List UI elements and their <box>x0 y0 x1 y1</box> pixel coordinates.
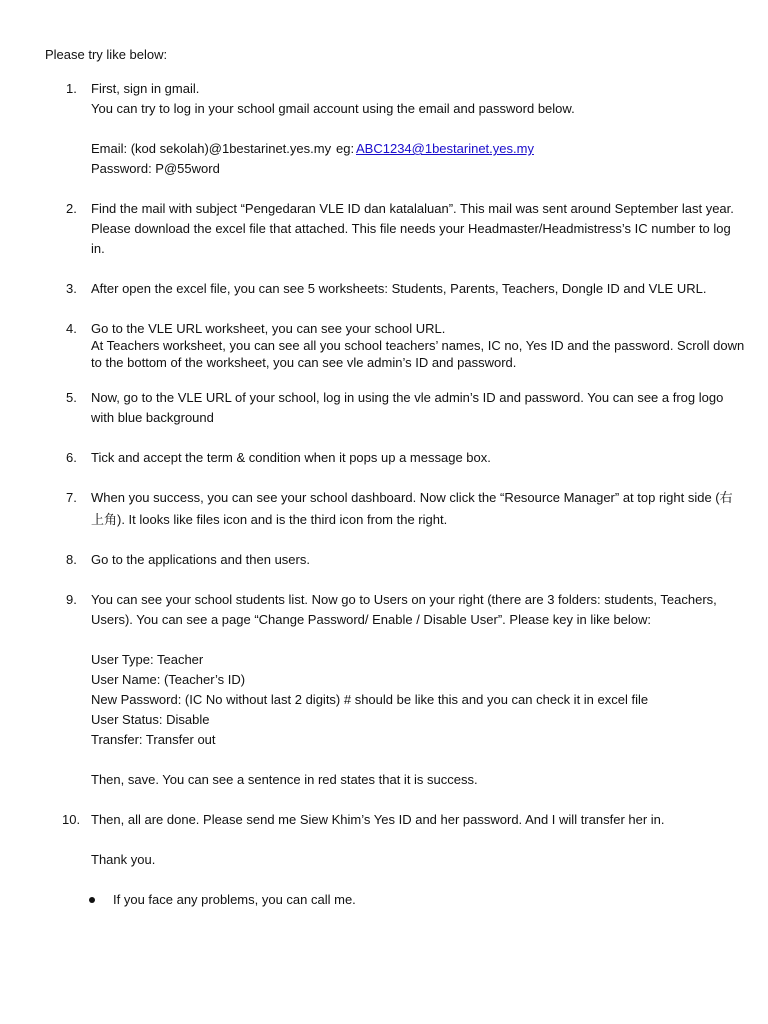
step-4-line-1: Go to the VLE URL worksheet, you can see your school URL. <box>91 321 446 336</box>
step-3-line-1: After open the excel file, you can see 5 worksheets: Students, Parents, Teachers, Dongle ID and VLE URL. <box>91 281 707 296</box>
step-2-line-2: Please download the excel file that attached. This file needs your Headmaster/Headmistress’s IC number to log <box>91 221 731 236</box>
step-1-line-1: First, sign in gmail. <box>91 81 200 96</box>
step-9-field-user-type: User Type: Teacher <box>91 652 204 667</box>
bullet-text: If you face any problems, you can call me. <box>113 892 356 907</box>
step-1-email-label: Email: (kod sekolah)@1bestarinet.yes.my <box>91 141 332 156</box>
step-8-number: 8. <box>66 552 77 567</box>
step-2-line-3: in. <box>91 241 105 256</box>
step-3-number: 3. <box>66 281 77 296</box>
example-email-link[interactable]: ABC1234@1bestarinet.yes.my <box>356 141 534 156</box>
intro-text: Please try like below: <box>45 47 168 62</box>
step-5-number: 5. <box>66 390 77 405</box>
step-2-line-1: Find the mail with subject “Pengedaran VLE ID dan katalaluan”. This mail was sent around September last year. <box>91 201 734 216</box>
step-6-number: 6. <box>66 450 77 465</box>
step-1-line-2: You can try to log in your school gmail account using the email and password below. <box>91 101 575 116</box>
step-7-line-1: When you success, you can see your school dashboard. Now click the “Resource Manager” at top right side (右 <box>91 490 733 505</box>
step-9-field-user-name: User Name: (Teacher’s ID) <box>91 672 246 687</box>
step-10-line-1: Then, all are done. Please send me Siew Khim’s Yes ID and her password. And I will transfer her in. <box>91 812 665 827</box>
step-10-number: 10. <box>62 812 81 827</box>
step-8-line-1: Go to the applications and then users. <box>91 552 310 567</box>
step-9-number: 9. <box>66 592 77 607</box>
thank-you-text: Thank you. <box>91 852 156 867</box>
step-9-after-text: Then, save. You can see a sentence in red states that it is success. <box>91 772 478 787</box>
step-6-line-1: Tick and accept the term & condition when it pops up a message box. <box>91 450 491 465</box>
step-4-line-2: At Teachers worksheet, you can see all you school teachers’ names, IC no, Yes ID and the password. Scroll down <box>91 338 745 353</box>
step-1-number: 1. <box>66 81 77 96</box>
step-7-line-2: 上角). It looks like files icon and is the third icon from the right. <box>91 512 448 527</box>
step-4-number: 4. <box>66 321 77 336</box>
step-9-line-2: Users). You can see a page “Change Password/ Enable / Disable User”. Please key in like below: <box>91 612 652 627</box>
step-2-number: 2. <box>66 201 77 216</box>
bullet-icon <box>89 897 95 903</box>
step-1-password: Password: P@55word <box>91 161 220 176</box>
step-4-line-3: to the bottom of the worksheet, you can see vle admin’s ID and password. <box>91 355 517 370</box>
step-5-line-1: Now, go to the VLE URL of your school, log in using the vle admin’s ID and password. You can see a frog logo <box>91 390 724 405</box>
step-1-email-eg: eg: <box>336 141 355 156</box>
step-9-field-transfer: Transfer: Transfer out <box>91 732 216 747</box>
step-7-number: 7. <box>66 490 77 505</box>
step-9-field-user-status: User Status: Disable <box>91 712 210 727</box>
step-9-field-new-password: New Password: (IC No without last 2 digits) # should be like this and you can check it in excel file <box>91 692 649 707</box>
step-5-line-2: with blue background <box>91 410 214 425</box>
step-9-line-1: You can see your school students list. Now go to Users on your right (there are 3 folders: students, Teachers, <box>91 592 717 607</box>
